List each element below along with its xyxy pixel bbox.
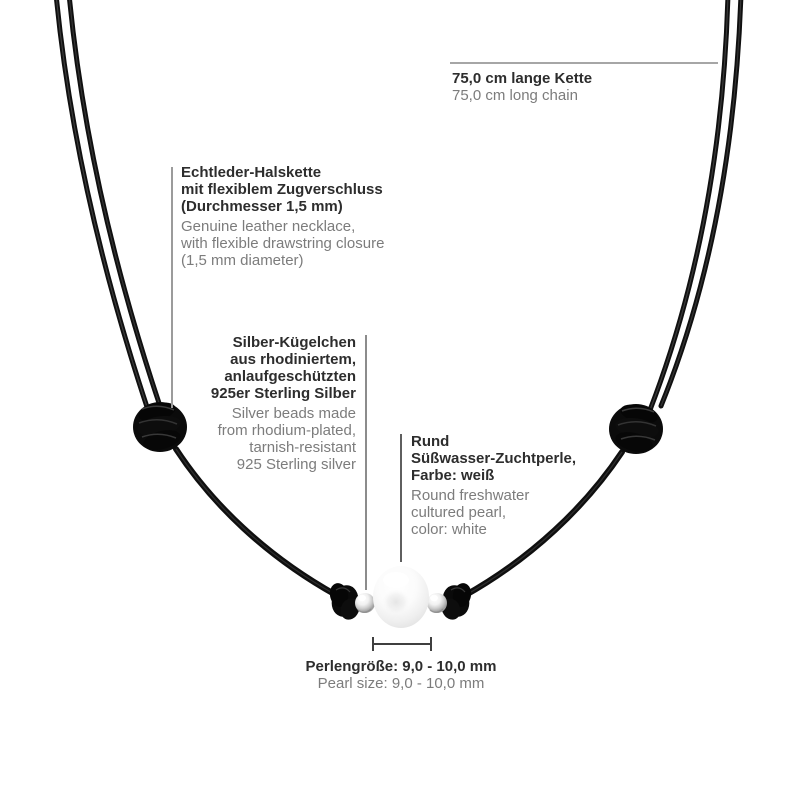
silver-bead-right xyxy=(427,593,447,613)
leather-de: Echtleder-Halskette mit flexiblem Zugverschluss (Durchmesser 1,5 mm) xyxy=(181,164,383,215)
pointer-line-leather xyxy=(171,167,173,408)
pearl-size-en: Pearl size: 9,0 - 10,0 mm xyxy=(317,675,485,692)
size-bracket xyxy=(372,637,432,651)
pointer-line-beads xyxy=(365,335,367,590)
annotation-chain-length xyxy=(452,70,592,104)
annotation-pearl-size xyxy=(306,658,497,692)
pearl xyxy=(373,566,429,628)
pointer-line-chain xyxy=(450,62,718,64)
annotation-pearl xyxy=(411,433,576,538)
pointer-line-pearl xyxy=(400,434,402,562)
pearl-en: Round freshwater cultured pearl, color: white xyxy=(411,487,530,538)
pearl-de: Rund Süßwasser-Zuchtperle, Farbe: weiß xyxy=(411,433,577,484)
chain-length-de: 75,0 cm lange Kette xyxy=(452,70,593,87)
cord-upper-left xyxy=(56,0,159,407)
leather-en: Genuine leather necklace, with flexible drawstring closure (1,5 mm diameter) xyxy=(181,218,385,269)
leather-knot-left xyxy=(133,399,187,453)
leather-knot-right xyxy=(609,401,663,455)
beads-de: Silber-Kügelchen aus rhodiniertem, anlaufgeschützten 925er Sterling Silber xyxy=(210,334,356,402)
chain-length-en: 75,0 cm long chain xyxy=(452,87,578,104)
annotation-silver-beads xyxy=(211,334,356,473)
pearl-size-de: Perlengröße: 9,0 - 10,0 mm xyxy=(305,658,497,675)
silver-bead-left xyxy=(355,593,375,613)
annotation-leather xyxy=(181,164,384,269)
beads-en: Silver beads made from rhodium-plated, tarnish-resistant 925 Sterling silver xyxy=(217,405,356,473)
